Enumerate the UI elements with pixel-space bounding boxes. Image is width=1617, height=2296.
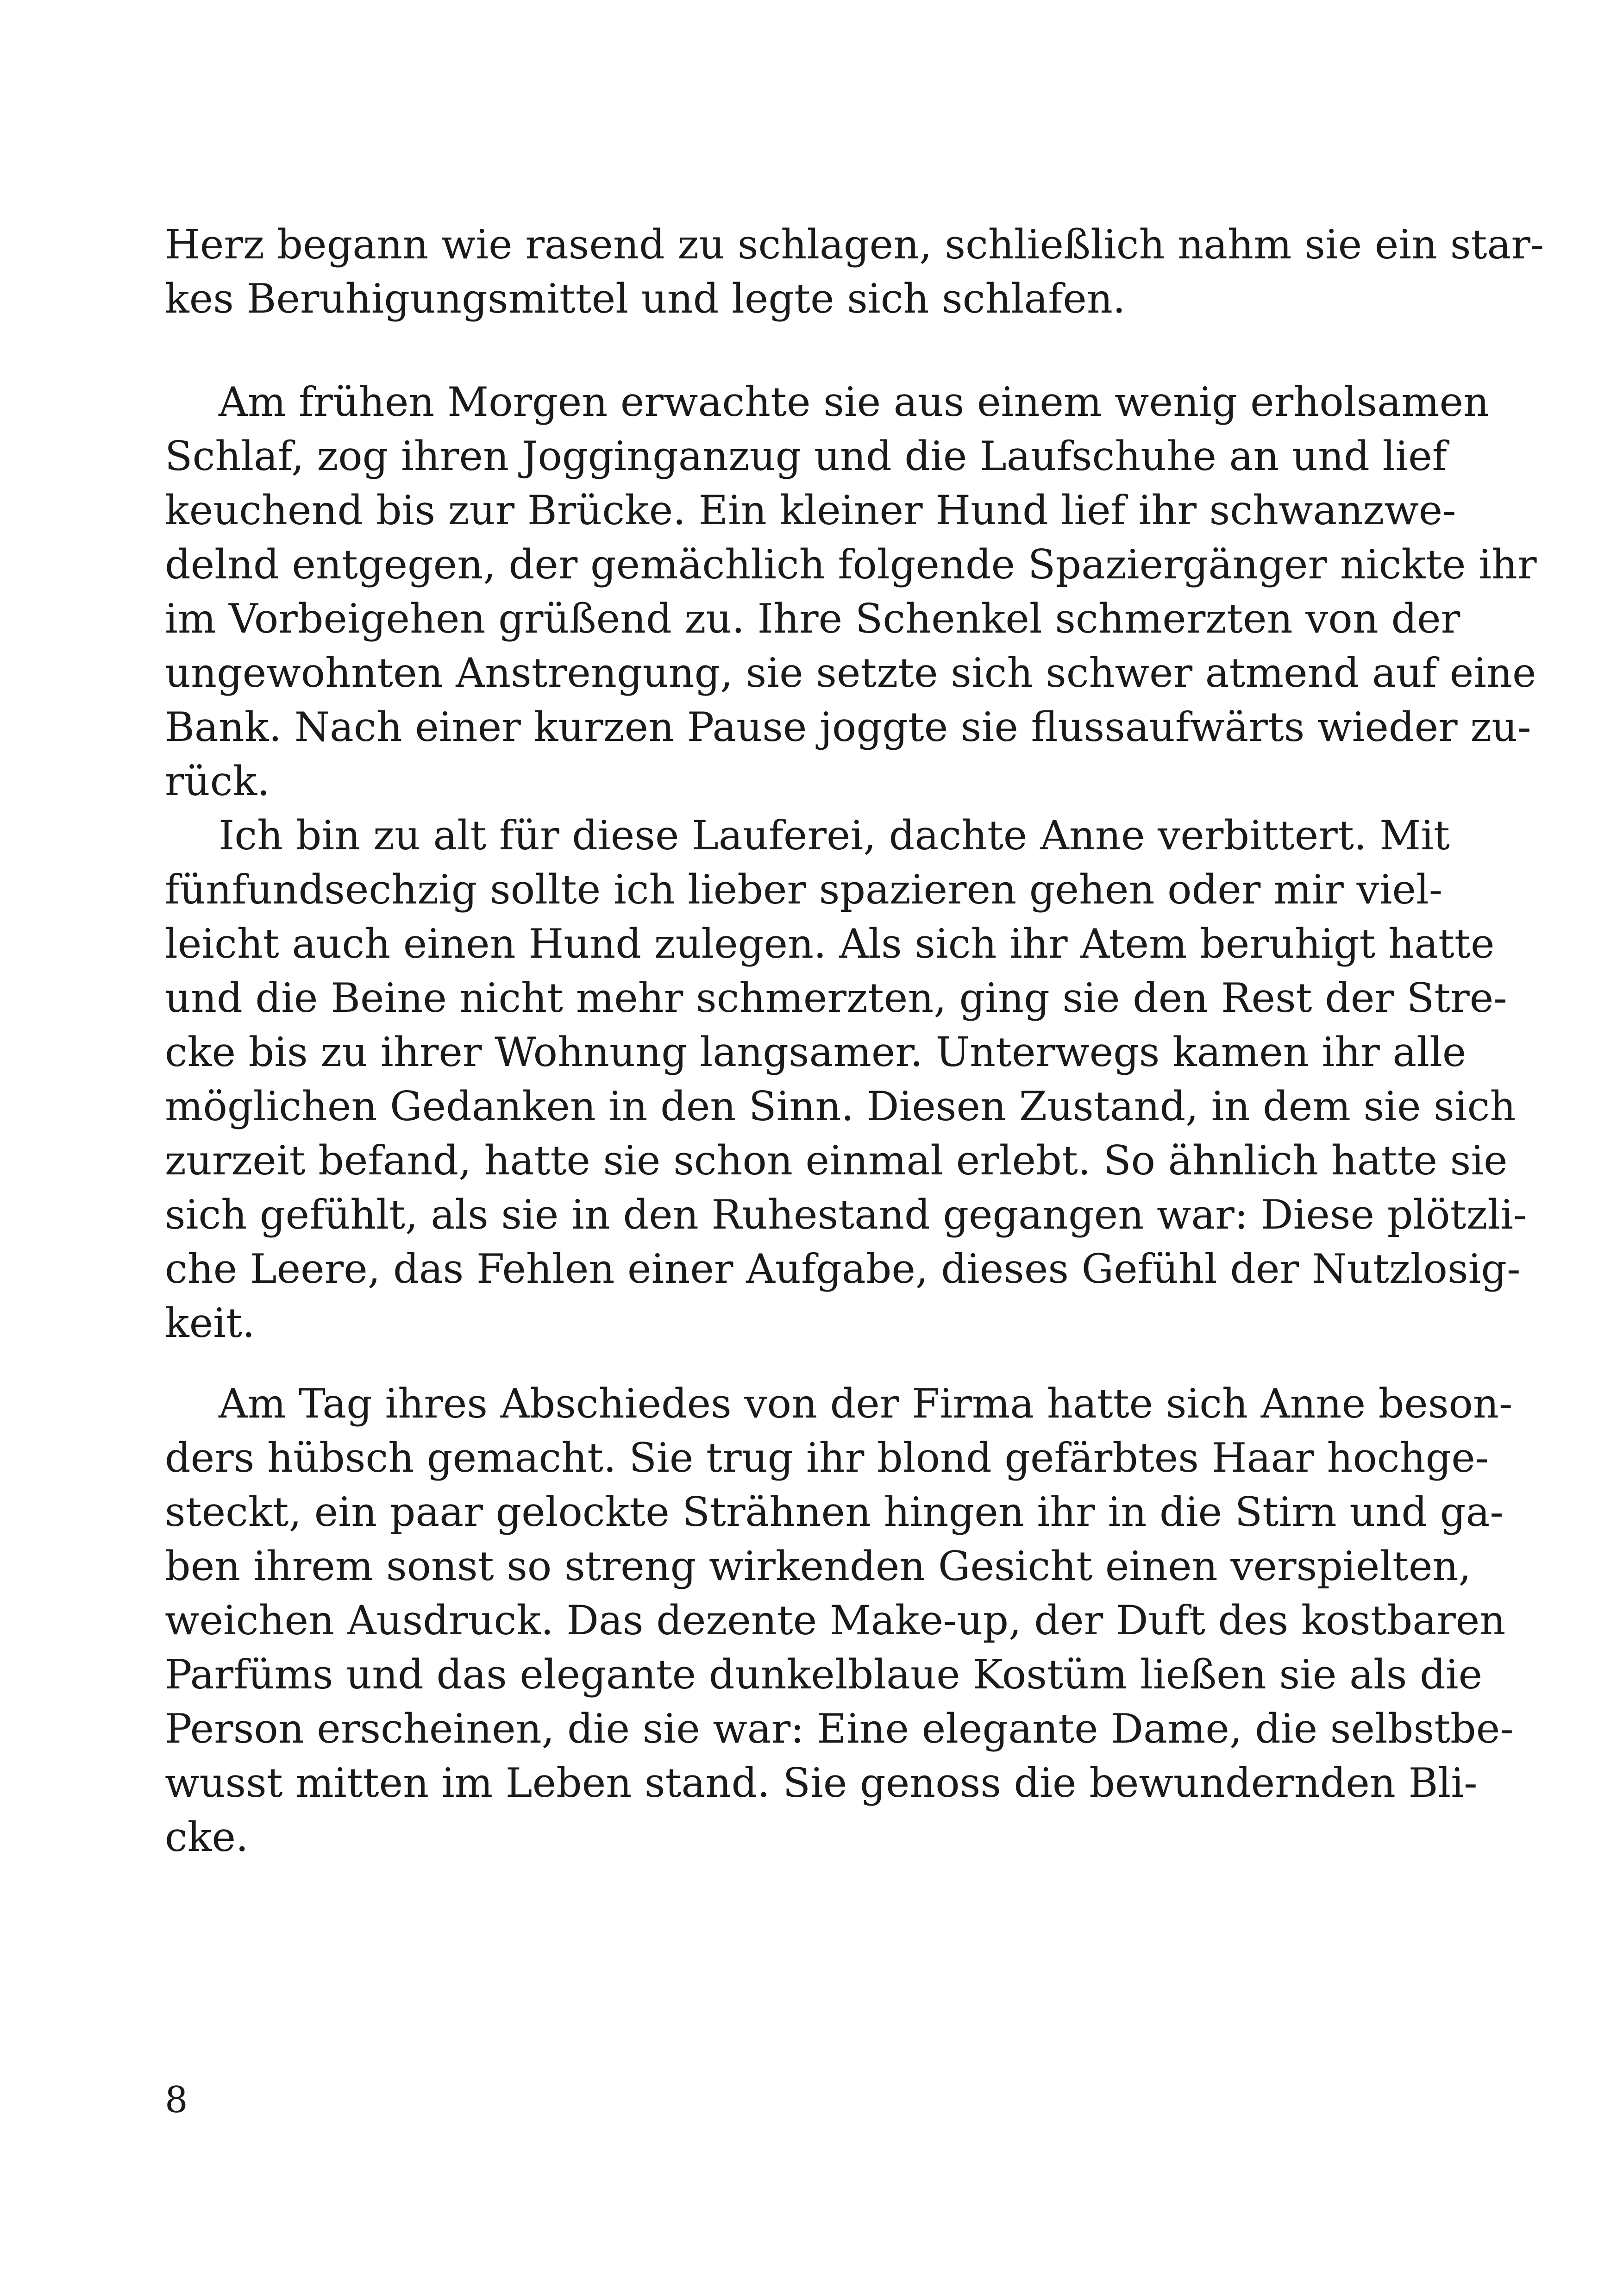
text-line: weichen Ausdruck. Das dezente Make-up, der Duft des kostbaren [165, 1597, 1506, 1644]
text-line: ben ihrem sonst so streng wirkenden Gesicht einen verspielten, [165, 1543, 1472, 1590]
text-line: zurzeit befand, hatte sie schon einmal erlebt. So ähnlich hatte sie [165, 1137, 1508, 1184]
text-line: cke. [165, 1813, 249, 1861]
text-line: Ich bin zu alt für diese Lauferei, dachte Anne verbittert. Mit [219, 812, 1450, 859]
text-line: kes Beruhigungsmittel und legte sich schlafen. [165, 275, 1126, 322]
text-line: wusst mitten im Leben stand. Sie genoss die bewundernden Bli- [165, 1759, 1478, 1807]
text-line: keuchend bis zur Brücke. Ein kleiner Hund lief ihr schwanzwe- [165, 487, 1456, 534]
text-line: Bank. Nach einer kurzen Pause joggte sie flussaufwärts wieder zu- [165, 703, 1531, 751]
paragraph-2 [165, 375, 1537, 809]
text-line: Am frühen Morgen erwachte sie aus einem wenig erholsamen [219, 378, 1489, 426]
text-line: Parfüms und das elegante dunkelblaue Kostüm ließen sie als die [165, 1651, 1483, 1698]
paragraph-4 [165, 1377, 1514, 1864]
text-line: und die Beine nicht mehr schmerzten, ging sie den Rest der Stre- [165, 974, 1507, 1022]
text-line: ders hübsch gemacht. Sie trug ihr blond gefärbtes Haar hochge- [165, 1434, 1489, 1481]
text-line: che Leere, das Fehlen einer Aufgabe, dieses Gefühl der Nutzlosig- [165, 1245, 1521, 1292]
text-line: Person erscheinen, die sie war: Eine elegante Dame, die selbstbe- [165, 1705, 1514, 1752]
paragraph-3 [165, 809, 1527, 1350]
text-line: leicht auch einen Hund zulegen. Als sich ihr Atem beruhigt hatte [165, 920, 1495, 967]
paragraph-1 [165, 218, 1544, 326]
page-number: 8 [165, 2079, 188, 2121]
text-line: möglichen Gedanken in den Sinn. Diesen Zustand, in dem sie sich [165, 1083, 1516, 1130]
text-line: ungewohnten Anstrengung, sie setzte sich schwer atmend auf eine [165, 649, 1536, 696]
text-line: rück. [165, 758, 270, 805]
text-line: cke bis zu ihrer Wohnung langsamer. Unterwegs kamen ihr alle [165, 1029, 1467, 1076]
text-line: Am Tag ihres Abschiedes von der Firma hatte sich Anne beson- [219, 1380, 1513, 1427]
text-line: im Vorbeigehen grüßend zu. Ihre Schenkel schmerzten von der [165, 595, 1460, 642]
text-line: Schlaf, zog ihren Jogginganzug und die Laufschuhe an und lief [165, 433, 1447, 480]
text-line: keit. [165, 1299, 255, 1347]
text-line: sich gefühlt, als sie in den Ruhestand gegangen war: Diese plötzli- [165, 1191, 1527, 1238]
text-line: delnd entgegen, der gemächlich folgende Spaziergänger nickte ihr [165, 541, 1537, 588]
text-line: Herz begann wie rasend zu schlagen, schließlich nahm sie ein star- [165, 221, 1544, 268]
text-line: steckt, ein paar gelockte Strähnen hingen ihr in die Stirn und ga- [165, 1488, 1504, 1536]
text-line: fünfundsechzig sollte ich lieber spazieren gehen oder mir viel- [165, 866, 1443, 913]
